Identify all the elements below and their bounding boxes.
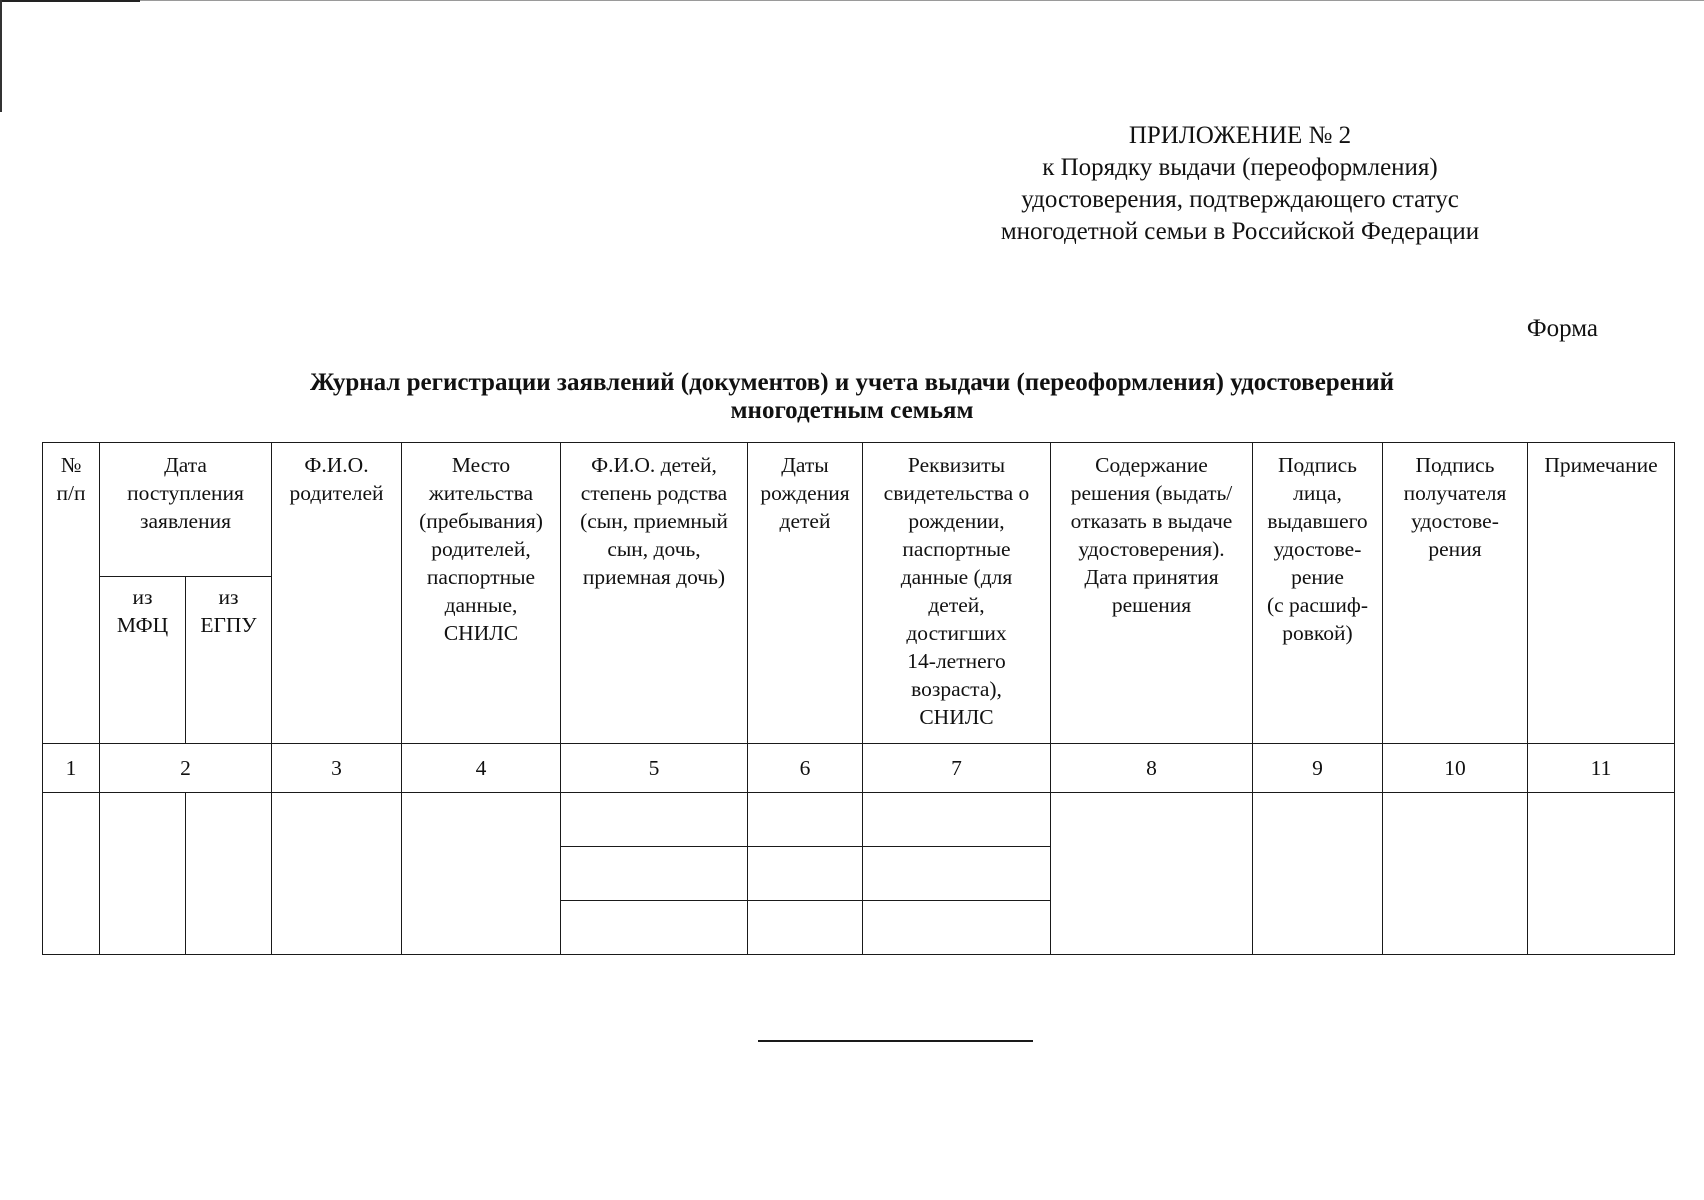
header-cell-parents-name: Ф.И.О. родителей bbox=[272, 443, 402, 744]
column-number: 3 bbox=[272, 744, 402, 793]
column-number: 9 bbox=[1253, 744, 1383, 793]
column-number: 7 bbox=[863, 744, 1051, 793]
child-cell[interactable] bbox=[863, 901, 1051, 955]
column-number: 1 bbox=[43, 744, 100, 793]
child-cell[interactable] bbox=[863, 793, 1051, 847]
column-number: 4 bbox=[402, 744, 561, 793]
header-cell-receipt-date: Дата поступления заявления bbox=[100, 443, 272, 577]
child-cell[interactable] bbox=[748, 793, 863, 847]
empty-cell[interactable] bbox=[1528, 793, 1675, 955]
appendix-number: ПРИЛОЖЕНИЕ № 2 bbox=[1128, 122, 1352, 149]
empty-cell[interactable] bbox=[100, 793, 186, 955]
header-cell-from-mfc: из МФЦ bbox=[100, 577, 186, 744]
closing-rule bbox=[758, 1040, 1033, 1042]
empty-cell[interactable] bbox=[1051, 793, 1253, 955]
column-number: 11 bbox=[1528, 744, 1675, 793]
scan-edge bbox=[0, 0, 2, 112]
empty-cell[interactable] bbox=[402, 793, 561, 955]
header-cell-birth-certificate: Реквизиты свидетельства о рождении, паспортные данные (для детей, достигших 14-летнего возраста), СНИЛС bbox=[863, 443, 1051, 744]
header-cell-decision: Содержание решения (выдать/ отказать в выдаче удостоверения). Дата принятия решения bbox=[1051, 443, 1253, 744]
table-row bbox=[43, 793, 1675, 847]
title-line: многодетным семьям bbox=[730, 397, 974, 424]
title-line: Журнал регистрации заявлений (документов) и учета выдачи (переоформления) удостоверений bbox=[310, 369, 1394, 396]
column-number: 8 bbox=[1051, 744, 1253, 793]
header-cell-from-egpu: из ЕГПУ bbox=[186, 577, 272, 744]
column-number: 6 bbox=[748, 744, 863, 793]
column-numbers-row bbox=[43, 744, 1675, 793]
column-number: 10 bbox=[1383, 744, 1528, 793]
appendix-block bbox=[980, 120, 1500, 248]
empty-cell[interactable] bbox=[1383, 793, 1528, 955]
header-row bbox=[43, 443, 1675, 577]
header-cell-children-birthdates: Даты рождения детей bbox=[748, 443, 863, 744]
column-number: 5 bbox=[561, 744, 748, 793]
journal-title bbox=[40, 369, 1664, 425]
empty-cell[interactable] bbox=[186, 793, 272, 955]
header-cell-number: № п/п bbox=[43, 443, 100, 744]
column-number: 2 bbox=[100, 744, 272, 793]
form-label: Форма bbox=[1526, 315, 1598, 342]
appendix-line: многодетной семьи в Российской Федерации bbox=[1000, 218, 1480, 245]
header-cell-residence: Место жительства (пребывания) родителей, паспортные данные, СНИЛС bbox=[402, 443, 561, 744]
child-cell[interactable] bbox=[748, 847, 863, 901]
child-cell[interactable] bbox=[748, 901, 863, 955]
scan-edge bbox=[0, 0, 140, 2]
child-cell[interactable] bbox=[561, 793, 748, 847]
child-cell[interactable] bbox=[561, 901, 748, 955]
header-cell-recipient-signature: Подпись получателя удостове- рения bbox=[1383, 443, 1528, 744]
scan-edge bbox=[140, 0, 1704, 1]
child-cell[interactable] bbox=[863, 847, 1051, 901]
empty-cell[interactable] bbox=[1253, 793, 1383, 955]
header-cell-issuer-signature: Подпись лица, выдавшего удостове- рение (с расшиф- ровкой) bbox=[1253, 443, 1383, 744]
empty-cell[interactable] bbox=[272, 793, 402, 955]
header-cell-children-name: Ф.И.О. детей, степень родства (сын, приемный сын, дочь, приемная дочь) bbox=[561, 443, 748, 744]
child-cell[interactable] bbox=[561, 847, 748, 901]
journal-table bbox=[42, 442, 1675, 955]
empty-cell[interactable] bbox=[43, 793, 100, 955]
appendix-line: удостоверения, подтверждающего статус bbox=[1021, 186, 1459, 213]
header-cell-note: Примечание bbox=[1528, 443, 1675, 744]
appendix-line: к Порядку выдачи (переоформления) bbox=[1042, 154, 1438, 181]
